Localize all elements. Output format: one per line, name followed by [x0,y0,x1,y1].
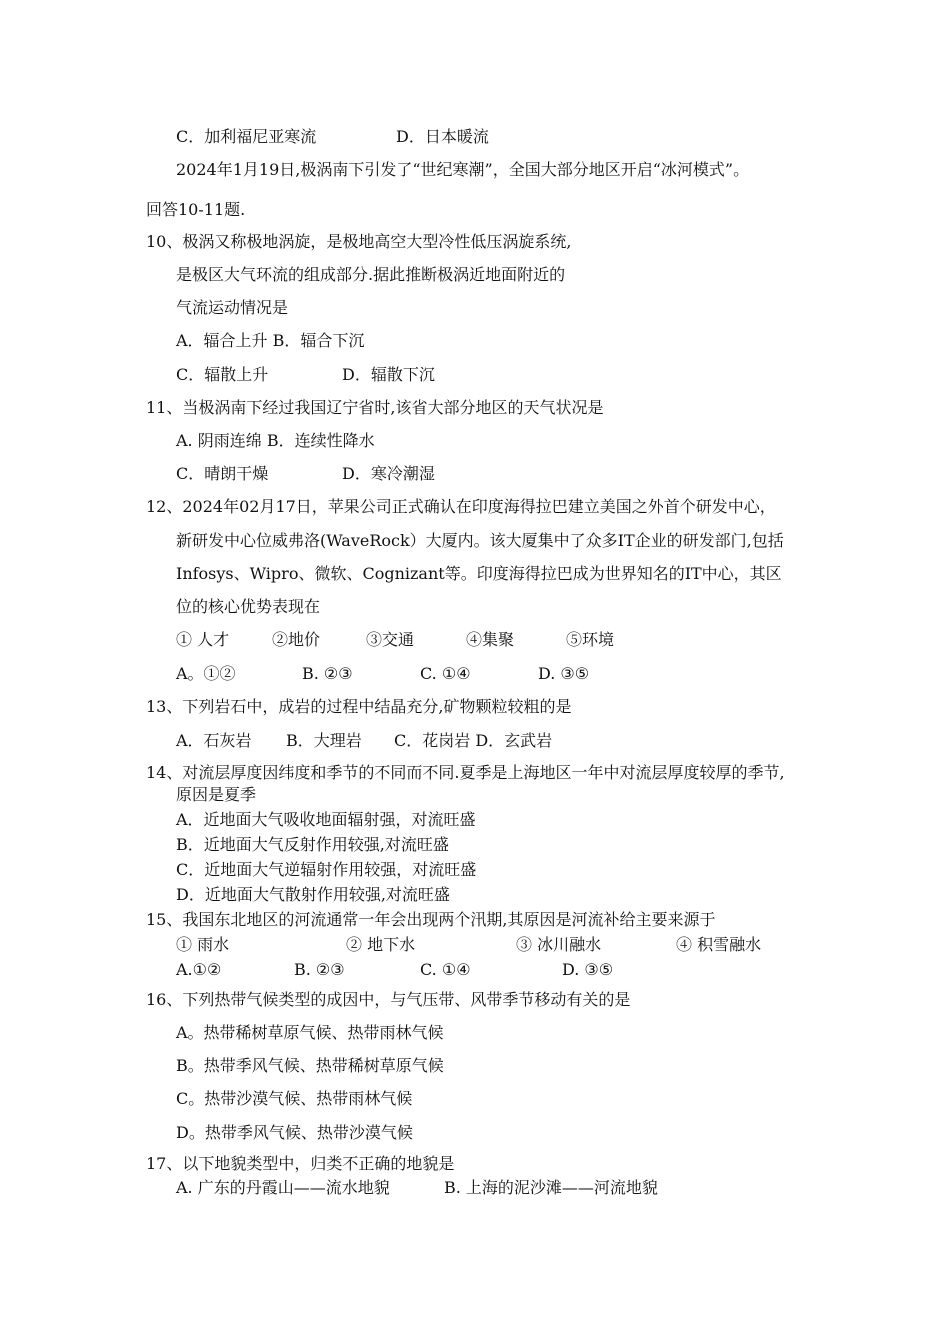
q15-stem: 15、我国东北地区的河流通常一年会出现两个汛期,其原因是河流补给主要来源于 [146,910,716,929]
q13-stem: 13、下列岩石中，成岩的过程中结晶充分,矿物颗粒较粗的是 [146,697,572,716]
q14-stem: 14、对流层厚度因纬度和季节的不同而不同.夏季是上海地区一年中对流层厚度较厚的季节, [146,763,785,782]
q12-option-b: B. ②③ [302,664,353,683]
q11-option-d: D．寒冷潮湿 [342,464,435,483]
q10-stem: 10、极涡又称极地涡旋，是极地高空大型冷性低压涡旋系统, [146,232,572,251]
q9-option-d: D．日本暖流 [396,127,489,146]
q11-stem: 11、当极涡南下经过我国辽宁省时,该省大部分地区的天气状况是 [146,398,604,417]
q17-option-a: A. 广东的丹霞山——流水地貌 [176,1178,390,1197]
q10-stem-cont: 是极区大气环流的组成部分.据此推断极涡近地面附近的 [176,265,566,284]
q12-option-d: D. ③⑤ [538,664,590,683]
q15-option-c: C. ①④ [420,960,471,979]
q12-item: ⑤环境 [566,630,615,649]
q15-option-b: B. ②③ [294,960,345,979]
q12-stem-cont: Infosys、Wipro、微软、Cognizant等。印度海得拉巴成为世界知名的IT中心，其区 [176,564,782,583]
q12-option-a: A。①② [176,664,236,683]
q12-item: ④集聚 [466,630,515,649]
q14-option-c: C．近地面大气逆辐射作用较强，对流旺盛 [176,860,477,879]
q14-option-b: B．近地面大气反射作用较强,对流旺盛 [176,835,449,854]
q12-item: ③交通 [366,630,415,649]
q17-stem: 17、以下地貌类型中，归类不正确的地貌是 [146,1154,455,1173]
q12-item: ②地价 [272,630,321,649]
q16-option-c: C。热带沙漠气候、热带雨林气候 [176,1089,413,1108]
q15-item: ① 雨水 [176,935,230,954]
q16-option-b: B。热带季风气候、热带稀树草原气候 [176,1056,444,1075]
q13-option-b: B．大理岩 [286,731,362,750]
q9-option-c: C．加利福尼亚寒流 [176,127,317,146]
q12-stem-cont: 位的核心优势表现在 [176,597,321,616]
intro-text: 2024年1月19日,极涡南下引发了“世纪寒潮”，全国大部分地区开启“冰河模式”。 [176,160,750,179]
q14-option-a: A．近地面大气吸收地面辐射强，对流旺盛 [176,810,476,829]
q14-option-d: D．近地面大气散射作用较强,对流旺盛 [176,885,450,904]
q13-option-a: A．石灰岩 [176,731,252,750]
intro-text-cont: 回答10-11题. [146,200,246,219]
q11-options-ab: A. 阴雨连绵 B．连续性降水 [176,431,375,450]
q12-stem: 12、2024年02月17日，苹果公司正式确认在印度海得拉巴建立美国之外首个研发中心， [146,497,776,516]
q15-item: ② 地下水 [346,935,416,954]
q15-item: ④ 积雪融水 [676,935,762,954]
q10-option-d: D．辐散下沉 [342,365,435,384]
q15-option-d: D. ③⑤ [562,960,614,979]
q15-option-a: A.①② [176,960,222,979]
q12-stem-cont: 新研发中心位威弗洛(WaveRock）大厦内。该大厦集中了众多IT企业的研发部门,包括 [176,531,784,550]
q12-option-c: C. ①④ [420,664,471,683]
q10-option-c: C．辐散上升 [176,365,269,384]
q16-stem: 16、下列热带气候类型的成因中，与气压带、风带季节移动有关的是 [146,990,631,1009]
q14-stem-cont: 原因是夏季 [176,785,257,804]
q17-option-b: B. 上海的泥沙滩——河流地貌 [444,1178,658,1197]
q13-options-cd: C．花岗岩 D．玄武岩 [394,731,553,750]
q11-option-c: C．晴朗干燥 [176,464,269,483]
q10-options-ab: A．辐合上升 B．辐合下沉 [176,331,365,350]
q12-item: ① 人才 [176,630,230,649]
q15-item: ③ 冰川融水 [516,935,602,954]
q10-stem-cont: 气流运动情况是 [176,298,289,317]
q16-option-a: A。热带稀树草原气候、热带雨林气候 [176,1023,444,1042]
q16-option-d: D。热带季风气候、热带沙漠气候 [176,1123,413,1142]
